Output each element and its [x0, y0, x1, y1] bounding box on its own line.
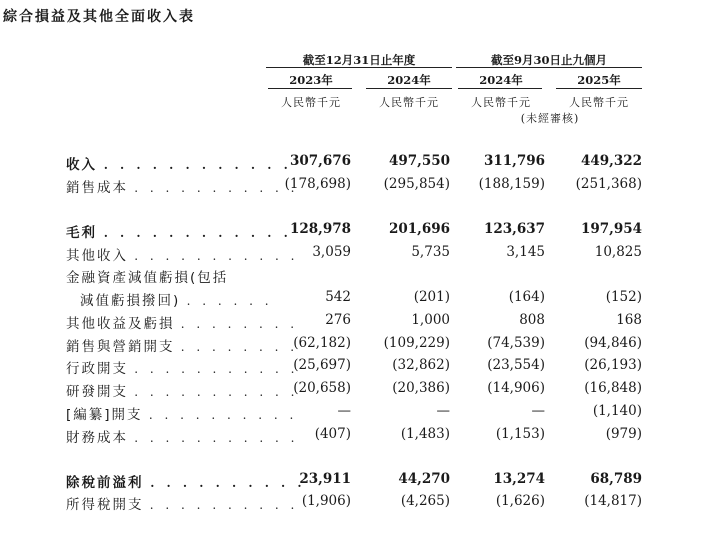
table-row: [0, 403, 708, 425]
row-value: (201): [413, 289, 450, 305]
header-year-1: 2023年: [289, 73, 333, 87]
table-row: [0, 244, 708, 266]
row-value: 10,825: [594, 244, 642, 260]
row-value: (251,368): [575, 176, 642, 192]
row-value: (164): [508, 289, 545, 305]
row-value: (14,817): [584, 493, 642, 509]
row-value: 311,796: [483, 153, 545, 169]
row-label: 其他收益及虧損 . . . . . . . .: [66, 316, 299, 332]
header-year-2: 2024年: [387, 73, 431, 87]
header-year-3: 2024年: [479, 73, 523, 87]
row-label: 減值虧損撥回) . . . . . .: [80, 293, 273, 309]
row-value: 3,059: [312, 244, 351, 260]
row-value: 276: [325, 312, 351, 328]
row-value: —: [337, 403, 351, 419]
row-value: (152): [605, 289, 642, 305]
row-value: (4,265): [400, 493, 450, 509]
row-value: (1,906): [301, 493, 351, 509]
row-label: 財務成本 . . . . . . . . . . .: [66, 430, 299, 446]
header-unit-2: 人民幣千元: [379, 96, 439, 109]
table-row: [0, 289, 708, 311]
row-value: (32,862): [392, 357, 450, 373]
row-value: 1,000: [411, 312, 450, 328]
table-row: [0, 493, 708, 515]
row-value: (25,697): [293, 357, 351, 373]
row-label: 收入 . . . . . . . . . . . .: [66, 157, 292, 173]
row-label: [編纂]開支 . . . . . . . . . .: [66, 407, 298, 423]
header-unaudited-note: (未經審核): [520, 112, 580, 125]
row-label: 銷售成本 . . . . . . . . . . .: [66, 180, 299, 196]
row-value: —: [436, 403, 450, 419]
row-value: (94,846): [584, 335, 642, 351]
header-unit-3: 人民幣千元: [471, 96, 531, 109]
table-row: [0, 380, 708, 402]
row-value: 123,637: [483, 221, 545, 237]
row-value: (20,386): [392, 380, 450, 396]
row-value: (16,848): [584, 380, 642, 396]
table-row: [0, 153, 708, 175]
row-value: (23,554): [487, 357, 545, 373]
row-value: (1,140): [592, 403, 642, 419]
row-value: 44,270: [398, 471, 450, 487]
header-unit-4: 人民幣千元: [569, 96, 629, 109]
row-value: (20,658): [293, 380, 351, 396]
row-value: 197,954: [580, 221, 642, 237]
row-label: 銷售與營銷開支 . . . . . . . .: [66, 339, 299, 355]
row-label: 研發開支 . . . . . . . . . . .: [66, 384, 299, 400]
row-label: 毛利 . . . . . . . . . . . .: [66, 225, 292, 241]
row-value: 168: [616, 312, 642, 328]
row-value: 497,550: [388, 153, 450, 169]
row-value: 542: [325, 289, 351, 305]
row-value: 13,274: [493, 471, 545, 487]
table-row: [0, 471, 708, 493]
table-row: [0, 335, 708, 357]
row-value: (62,182): [293, 335, 351, 351]
header-year-4: 2025年: [577, 73, 621, 87]
row-value: (1,153): [495, 426, 545, 442]
row-value: (295,854): [383, 176, 450, 192]
row-value: 128,978: [289, 221, 351, 237]
row-value: (109,229): [383, 335, 450, 351]
row-label: 其他收入 . . . . . . . . . . .: [66, 248, 299, 264]
page-title: 綜合損益及其他全面收入表: [3, 9, 195, 25]
row-value: 5,735: [411, 244, 450, 260]
row-value: 307,676: [289, 153, 351, 169]
header-unit-1: 人民幣千元: [281, 96, 341, 109]
row-value: 808: [519, 312, 545, 328]
table-row: [0, 426, 708, 448]
header-group-year-end: 截至12月31日止年度: [302, 53, 416, 67]
table-row: [0, 176, 708, 198]
table-row: [0, 221, 708, 243]
header-group-year-end-underline: [266, 67, 452, 68]
row-value: 449,322: [580, 153, 642, 169]
header-year-1-underline: [268, 88, 352, 89]
row-value: (407): [314, 426, 351, 442]
table-row: [0, 312, 708, 334]
row-label: 金融資產減值虧損(包括: [66, 270, 229, 286]
row-value: 201,696: [388, 221, 450, 237]
row-value: (1,626): [495, 493, 545, 509]
header-year-2-underline: [366, 88, 452, 89]
row-value: (188,159): [478, 176, 545, 192]
row-value: —: [531, 403, 545, 419]
row-value: (178,698): [284, 176, 351, 192]
header-group-nine-months: 截至9月30日止九個月: [490, 53, 607, 67]
row-value: 3,145: [506, 244, 545, 260]
row-value: (979): [605, 426, 642, 442]
row-label: 所得稅開支 . . . . . . . . . .: [66, 497, 299, 513]
table-row: [0, 357, 708, 379]
row-value: (74,539): [487, 335, 545, 351]
row-value: (1,483): [400, 426, 450, 442]
row-label: 除稅前溢利 . . . . . . . . . .: [66, 475, 306, 491]
header-year-4-underline: [556, 88, 642, 89]
table-row: [0, 266, 708, 288]
row-value: 23,911: [299, 471, 351, 487]
row-value: (14,906): [487, 380, 545, 396]
header-year-3-underline: [458, 88, 542, 89]
row-value: 68,789: [590, 471, 642, 487]
row-label: 行政開支 . . . . . . . . . . .: [66, 361, 299, 377]
row-value: (26,193): [584, 357, 642, 373]
header-group-nine-months-underline: [456, 67, 642, 68]
